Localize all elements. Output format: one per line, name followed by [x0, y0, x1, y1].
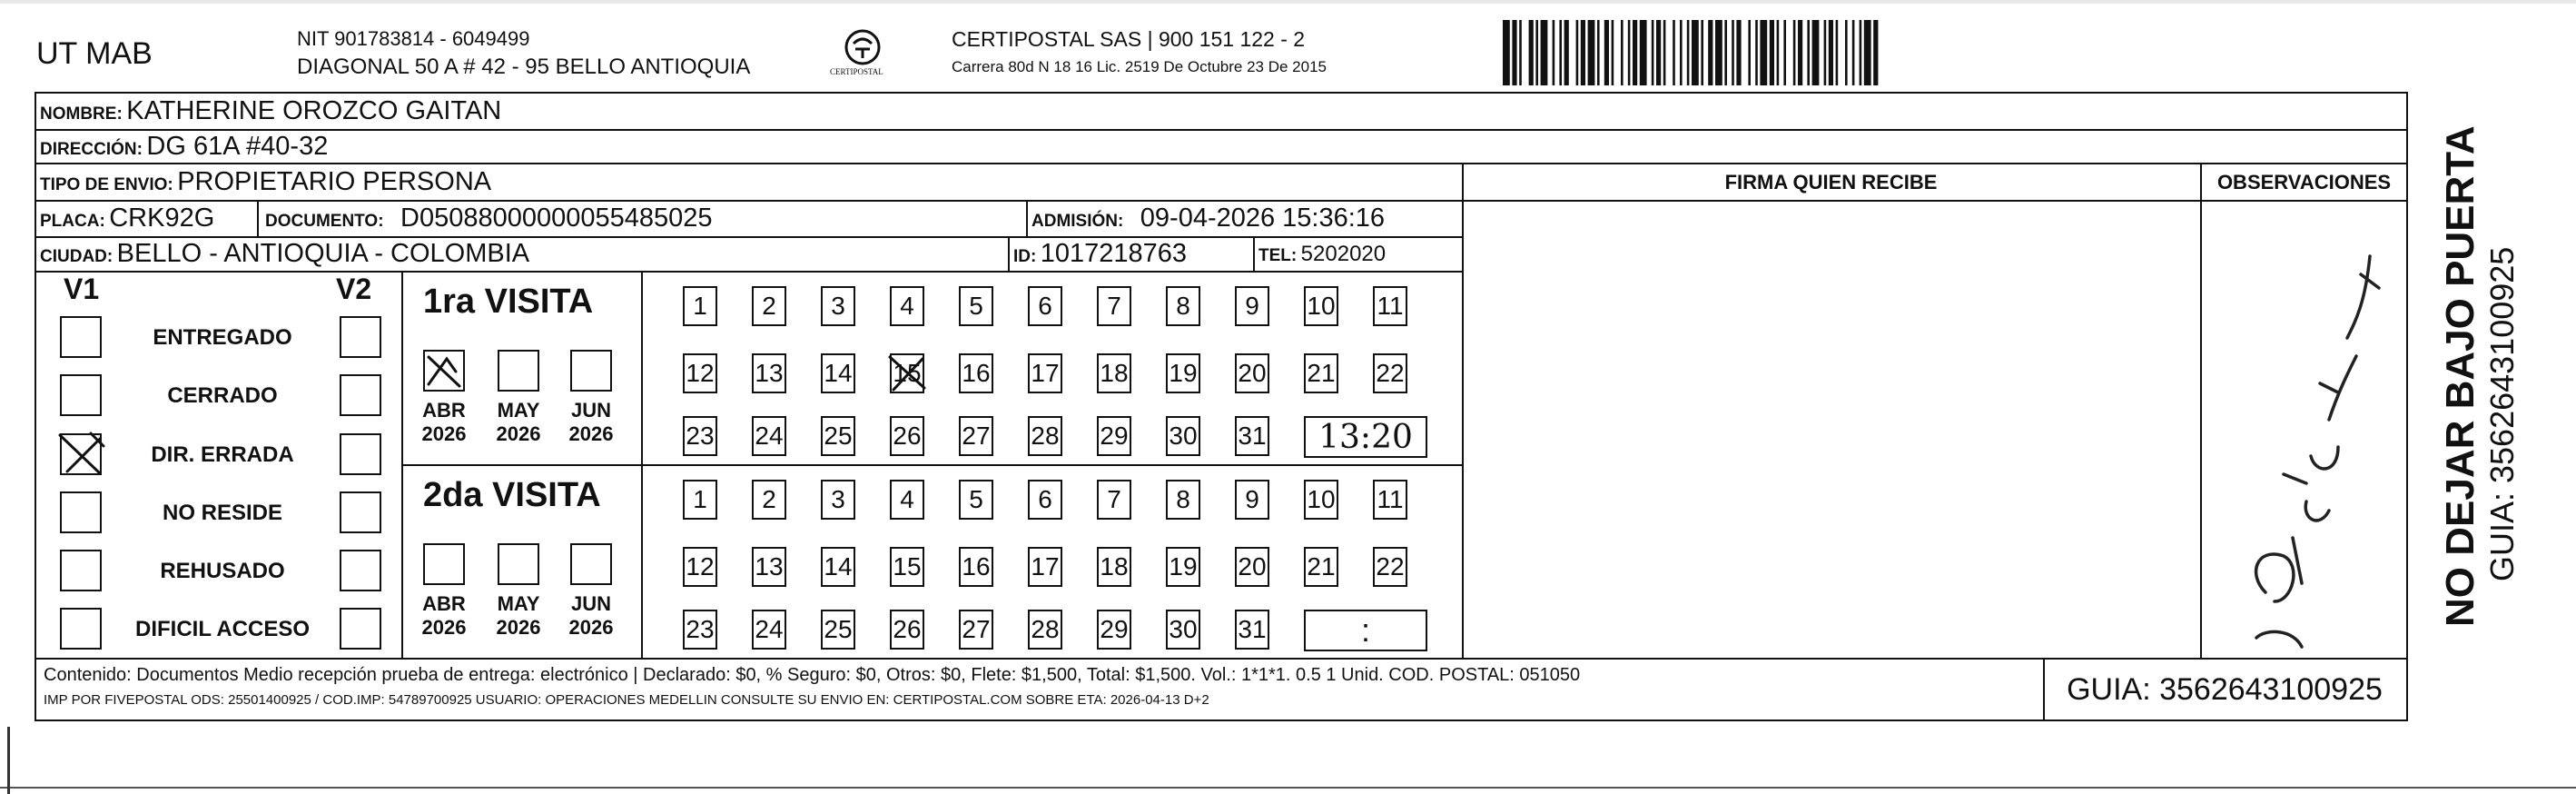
admission-value: 09-04-2026 15:36:16: [1140, 203, 1386, 233]
day-box[interactable]: 20: [1235, 353, 1269, 393]
status-label: CERRADO: [167, 383, 278, 408]
status-label: DIFICIL ACCESO: [134, 617, 310, 641]
day-box[interactable]: 19: [1166, 353, 1200, 393]
barcode-bar: [1680, 20, 1683, 85]
month-checkbox[interactable]: [570, 350, 612, 392]
signature-area[interactable]: [1464, 202, 2200, 656]
barcode-bar: [1732, 20, 1734, 85]
barcode-bar: [1852, 20, 1855, 85]
day-box[interactable]: 15: [890, 353, 924, 393]
month-year: 2026: [496, 422, 541, 445]
carrier-name: CERTIPOSTAL SAS | 900 151 122 - 2: [952, 27, 1306, 51]
day-box[interactable]: 3: [821, 286, 855, 326]
status-checkbox-v2[interactable]: [340, 374, 381, 416]
status-checkbox-v1[interactable]: [60, 608, 102, 650]
day-box[interactable]: 6: [1028, 480, 1062, 520]
plate-label: PLACA:: [40, 212, 105, 231]
day-box[interactable]: 24: [752, 416, 786, 456]
barcode-bar: [1824, 20, 1827, 85]
day-box[interactable]: 31: [1235, 610, 1269, 650]
barcode-bar: [1656, 20, 1661, 85]
barcode-bar: [1715, 20, 1722, 85]
city-cell: [40, 239, 529, 269]
side-guide-number: GUIA: 3562643100925: [2483, 246, 2521, 581]
barcode-bar: [1770, 20, 1774, 85]
day-box[interactable]: 27: [959, 610, 993, 650]
day-box[interactable]: 1: [683, 286, 717, 326]
barcode-bar: [1503, 20, 1510, 85]
day-box[interactable]: 28: [1028, 416, 1062, 456]
month-checkbox[interactable]: [498, 543, 539, 585]
barcode-bar: [1564, 20, 1569, 85]
day-box[interactable]: 13: [752, 353, 786, 393]
day-box[interactable]: 13: [752, 547, 786, 587]
status-checkbox-v1[interactable]: [60, 550, 102, 591]
month-label: [559, 592, 623, 640]
day-box[interactable]: 16: [959, 547, 993, 587]
id-value: 1017218763: [1040, 239, 1188, 268]
tel-cell: [1258, 242, 1386, 267]
day-box[interactable]: 3: [821, 480, 855, 520]
day-box[interactable]: 27: [959, 416, 993, 456]
status-checkbox-v1[interactable]: [60, 316, 102, 358]
tel-label: TEL:: [1258, 246, 1298, 265]
address-row: [40, 132, 328, 162]
month-label: [412, 399, 476, 446]
visit-time: :: [1360, 611, 1370, 649]
admission-cell: [1031, 203, 1385, 233]
document-cell: [265, 203, 713, 233]
day-box[interactable]: 22: [1373, 353, 1407, 393]
month-name: MAY: [497, 592, 540, 615]
day-box[interactable]: 2: [752, 286, 786, 326]
day-box[interactable]: 4: [890, 286, 924, 326]
scan-edge-top: [0, 0, 2576, 4]
month-label: [487, 592, 550, 640]
month-label: [487, 399, 550, 446]
signature-header: FIRMA QUIEN RECIBE: [1724, 171, 1938, 194]
barcode-bar: [1845, 20, 1848, 85]
day-box[interactable]: 8: [1166, 480, 1200, 520]
name-label: NOMBRE:: [40, 104, 123, 124]
day-box[interactable]: 17: [1028, 353, 1062, 393]
barcode-bar: [1760, 20, 1767, 85]
month-year: 2026: [496, 616, 541, 639]
barcode-bar: [1628, 20, 1631, 85]
address-label: DIRECCIÓN:: [40, 140, 143, 159]
day-box[interactable]: 10: [1304, 480, 1338, 520]
month-checkbox[interactable]: [498, 350, 539, 392]
footer-print-line: IMP POR FIVEPOSTAL ODS: 25501400925 / COD.IMP: 54789700925 USUARIO: OPERACIONES MEDELLIN CONSULTE SU ENVIO EN: CERTIPOSTAL.COM SOBRE ETA: 2026-04-13 D+2: [44, 692, 1209, 708]
logo-text: CERTIPOSTAL: [830, 67, 883, 76]
day-box[interactable]: 5: [959, 286, 993, 326]
barcode-bar: [1588, 20, 1595, 85]
status-checkbox-v1[interactable]: [60, 374, 102, 416]
day-box[interactable]: 11: [1373, 480, 1407, 520]
status-checkbox-v2[interactable]: [340, 608, 381, 650]
barcode-bar: [1829, 20, 1833, 85]
day-box[interactable]: 12: [683, 353, 717, 393]
month-name: JUN: [570, 399, 611, 422]
day-box[interactable]: 18: [1097, 353, 1131, 393]
barcode-bar: [1724, 20, 1727, 85]
day-box[interactable]: 2: [752, 480, 786, 520]
handwritten-day-mark: [886, 352, 928, 395]
barcode-bar: [1512, 20, 1516, 85]
day-box[interactable]: 12: [683, 547, 717, 587]
admission-label: ADMISIÓN:: [1031, 212, 1124, 231]
day-box[interactable]: 14: [821, 353, 855, 393]
barcode-bar: [1673, 20, 1675, 85]
company-address: DIAGONAL 50 A # 42 - 95 BELLO ANTIOQUIA: [297, 55, 751, 79]
barcode-bar: [1640, 20, 1647, 85]
shipment-type: PROPIETARIO PERSONA: [177, 167, 492, 196]
document-label: DOCUMENTO:: [265, 212, 384, 231]
barcode-bar: [1748, 20, 1751, 85]
type-label: TIPO DE ENVIO:: [40, 175, 173, 194]
barcode-bar: [1541, 20, 1548, 85]
observations-header: OBSERVACIONES: [2216, 171, 2392, 194]
barcode-bar: [1812, 20, 1820, 85]
visit-title: 1ra VISITA: [423, 283, 594, 321]
day-box[interactable]: 14: [821, 547, 855, 587]
day-box[interactable]: 29: [1097, 416, 1131, 456]
month-name: ABR: [422, 592, 466, 615]
day-box[interactable]: 21: [1304, 547, 1338, 587]
certipostal-logo: [830, 27, 892, 85]
day-box[interactable]: 31: [1235, 416, 1269, 456]
barcode-bar: [1708, 20, 1712, 85]
type-row: [40, 167, 491, 197]
visit-time-box[interactable]: [1304, 610, 1427, 651]
day-box[interactable]: 29: [1097, 610, 1131, 650]
barcode-bar: [1755, 20, 1758, 85]
scan-edge-bottom: [0, 787, 2576, 789]
day-box[interactable]: 11: [1373, 286, 1407, 326]
handwritten-observation: [2202, 202, 2406, 656]
month-checkbox[interactable]: [570, 543, 612, 585]
month-name: ABR: [422, 399, 466, 422]
barcode-bar: [1576, 20, 1579, 85]
day-box[interactable]: 28: [1028, 610, 1062, 650]
day-box[interactable]: 9: [1235, 286, 1269, 326]
recipient-name: KATHERINE OROZCO GAITAN: [126, 96, 502, 125]
handwritten-check-mark: [54, 426, 109, 481]
handwritten-check-mark: [423, 350, 465, 392]
month-year: 2026: [421, 616, 467, 639]
city-label: CIUDAD:: [40, 247, 114, 266]
barcode-bar: [1777, 20, 1780, 85]
day-box[interactable]: 21: [1304, 353, 1338, 393]
barcode-bar: [1612, 20, 1614, 85]
day-box[interactable]: 30: [1166, 610, 1200, 650]
day-box[interactable]: 25: [821, 610, 855, 650]
status-label: NO RESIDE: [162, 501, 283, 525]
day-box[interactable]: 24: [752, 610, 786, 650]
barcode-bar: [1621, 20, 1624, 85]
day-box[interactable]: 1: [683, 480, 717, 520]
name-row: [40, 96, 501, 126]
id-label: ID:: [1013, 247, 1037, 266]
day-box[interactable]: 6: [1028, 286, 1062, 326]
footer-guide-number: GUIA: 3562643100925: [2067, 672, 2383, 707]
status-checkbox-v2[interactable]: [340, 550, 381, 591]
status-checkbox-v1[interactable]: [60, 491, 102, 533]
barcode-bar: [1873, 20, 1878, 85]
barcode-bar: [1692, 20, 1699, 85]
day-box[interactable]: 23: [683, 416, 717, 456]
barcode-bar: [1597, 20, 1600, 85]
v1-header: V1: [64, 273, 100, 305]
barcode-bar: [1633, 20, 1637, 85]
observations-area[interactable]: [2202, 202, 2406, 656]
barcode-bar: [1553, 20, 1555, 85]
observation-text: [2202, 202, 2208, 203]
plate-value: CRK92G: [109, 203, 215, 233]
barcode-bar: [1836, 20, 1839, 85]
day-box[interactable]: 23: [683, 610, 717, 650]
document-value: D05088000000055485025: [400, 203, 713, 233]
month-year: 2026: [421, 422, 467, 445]
visit-time-box[interactable]: [1304, 416, 1427, 458]
day-box[interactable]: 15: [890, 547, 924, 587]
barcode-bar: [1529, 20, 1534, 85]
month-checkbox[interactable]: [423, 543, 465, 585]
status-checkbox-v2[interactable]: [340, 433, 381, 475]
month-year: 2026: [568, 616, 614, 639]
day-box[interactable]: 30: [1166, 416, 1200, 456]
day-box[interactable]: 20: [1235, 547, 1269, 587]
status-label: REHUSADO: [160, 559, 285, 583]
id-cell: [1013, 239, 1187, 269]
day-box[interactable]: 26: [890, 416, 924, 456]
company-name: UT MAB: [36, 36, 153, 71]
footer-content-line: Contenido: Documentos Medio recepción prueba de entrega: electrónico | Declarado: $0, % Seguro: $0, Otros: $0, Flete: $1,500, Total: $1,500. Vol.: 1*1*1. 0.5 1 Unid. COD. POSTAL: 051050: [44, 665, 1581, 685]
day-box[interactable]: 22: [1373, 547, 1407, 587]
month-name: JUN: [570, 592, 611, 615]
day-box[interactable]: 4: [890, 480, 924, 520]
status-checkbox-v2[interactable]: [340, 491, 381, 533]
barcode-bar: [1736, 20, 1741, 85]
barcode-bar: [1519, 20, 1522, 85]
day-box[interactable]: 8: [1166, 286, 1200, 326]
status-label: DIR. ERRADA: [151, 442, 294, 467]
visit-time: 13:20: [1318, 418, 1413, 456]
day-box[interactable]: 7: [1097, 480, 1131, 520]
barcode-bar: [1663, 20, 1666, 85]
barcode-bar: [1798, 20, 1802, 85]
plate-cell: [40, 203, 214, 233]
city-value: BELLO - ANTIOQUIA - COLOMBIA: [116, 239, 530, 268]
barcode-bar: [1604, 20, 1609, 85]
day-box[interactable]: 26: [890, 610, 924, 650]
do-not-leave-under-door: NO DEJAR BAJO PUERTA: [2438, 125, 2482, 627]
scan-edge-left: [7, 727, 10, 794]
barcode-bar: [1860, 20, 1862, 85]
barcode-bar: [1652, 20, 1654, 85]
status-checkbox-v2[interactable]: [340, 316, 381, 358]
day-box[interactable]: 9: [1235, 480, 1269, 520]
month-year: 2026: [568, 422, 614, 445]
day-box[interactable]: 18: [1097, 547, 1131, 587]
carrier-license: Carrera 80d N 18 16 Lic. 2519 De Octubre 23 De 2015: [952, 58, 1327, 75]
recipient-address: DG 61A #40-32: [146, 132, 329, 161]
company-nit: NIT 901783814 - 6049499: [297, 27, 530, 50]
day-box[interactable]: 7: [1097, 286, 1131, 326]
day-box[interactable]: 17: [1028, 547, 1062, 587]
visit-title: 2da VISITA: [423, 476, 601, 514]
day-box[interactable]: 25: [821, 416, 855, 456]
barcode-bar: [1807, 20, 1810, 85]
barcode-bar: [1687, 20, 1690, 85]
barcode: [1503, 18, 2184, 89]
status-label: ENTREGADO: [153, 325, 292, 350]
day-box[interactable]: 5: [959, 480, 993, 520]
v2-header: V2: [336, 273, 372, 305]
barcode-bar: [1783, 20, 1786, 85]
barcode-bar: [1793, 20, 1796, 85]
month-name: MAY: [497, 399, 540, 422]
month-label: [559, 399, 623, 446]
barcode-bar: [1559, 20, 1562, 85]
month-label: [412, 592, 476, 640]
barcode-bar: [1864, 20, 1871, 85]
day-box[interactable]: 19: [1166, 547, 1200, 587]
barcode-bar: [1701, 20, 1703, 85]
barcode-bar: [1535, 20, 1538, 85]
day-box[interactable]: 16: [959, 353, 993, 393]
day-box[interactable]: 10: [1304, 286, 1338, 326]
tel-value: 5202020: [1300, 242, 1387, 266]
barcode-bar: [1581, 20, 1585, 85]
